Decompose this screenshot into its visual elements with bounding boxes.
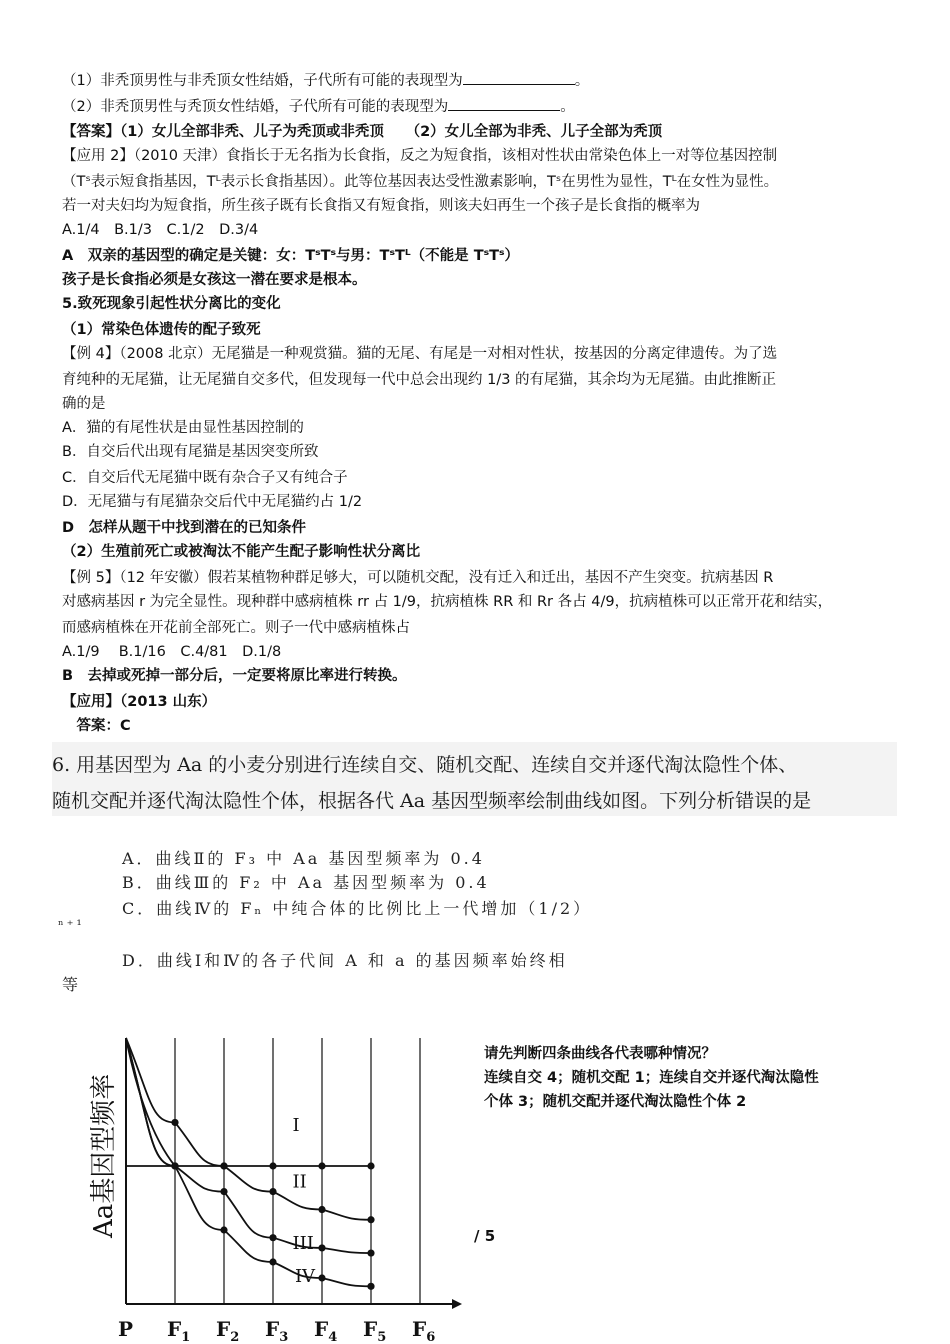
option-c-exponent: ⁿ⁺¹ [58, 918, 85, 933]
data-point [367, 1216, 374, 1223]
series-label: III [292, 1232, 314, 1254]
side-answer-2: 个体 3；随机交配并逐代淘汰隐性个体 2 [484, 1094, 747, 1110]
data-point [269, 1234, 276, 1241]
text-line: （2）生殖前死亡或被淘汰不能产生配子影响性状分离比 [62, 544, 421, 560]
question-stem-line-2: 随机交配并逐代淘汰隐性个体，根据各代 Aa 基因型频率绘制曲线如图。下列分析错误的是 [52, 790, 812, 812]
data-point [318, 1206, 325, 1213]
text-line: D．无尾猫与有尾猫杂交后代中无尾猫约占 1/2 [62, 494, 363, 510]
data-point [171, 1119, 178, 1126]
series-line [126, 1038, 371, 1220]
data-point [220, 1162, 227, 1169]
text-line: D 怎样从题干中找到潜在的已知条件 [62, 520, 307, 536]
data-point [318, 1244, 325, 1251]
x-tick-label: $F_2$ [216, 1317, 240, 1344]
option-a: A．曲线Ⅱ的 F₃ 中 Aa 基因型频率为 0.4 [122, 849, 485, 868]
text-line: 答案：C [62, 718, 131, 734]
data-point [367, 1283, 374, 1290]
x-tick-label: $F_1$ [167, 1317, 191, 1344]
option-c: C．曲线Ⅳ的 Fₙ 中纯合体的比例比上一代增加（1/2） [122, 899, 593, 918]
x-tick-label: $F_3$ [265, 1317, 289, 1344]
series-label: II [292, 1171, 307, 1193]
text-line: （Tˢ表示短食指基因，Tᴸ表示长食指基因）。此等位基因表达受性激素影响，Tˢ在男性为显性，Tᴸ在女性为显性。 [62, 174, 779, 190]
data-point [367, 1249, 374, 1256]
text-line: （2）非秃顶男性与秃顶女性结婚，子代所有可能的表现型为 。 [62, 96, 575, 117]
text-line: 【例 5】（12 年安徽）假若某植物种群足够大，可以随机交配，没有迁入和迁出，基因不产生突变。抗病基因 R [62, 570, 774, 586]
text-line: 孩子是长食指必须是女孩这一潜在要求是根本。 [62, 272, 367, 288]
text-line: 而感病植株在开花前全部死亡。则子一代中感病植株占 [62, 620, 410, 636]
answer-blank[interactable] [463, 70, 575, 85]
option-d-cont: 等 [62, 975, 82, 994]
text-line: 【应用】（2013 山东） [62, 694, 217, 710]
text-line: A．猫的有尾性状是由显性基因控制的 [62, 420, 304, 436]
text-line: A 双亲的基因型的确定是关键：女：TˢTˢ与男：TˢTᴸ（不能是 TˢTˢ） [62, 248, 520, 264]
page-number: / 5 [474, 1227, 496, 1245]
text-line: 育纯种的无尾猫，让无尾猫自交多代，但发现每一代中总会出现约 1/3 的有尾猫，其余均为无尾猫。由此推断正 [62, 372, 777, 388]
series-line [126, 1038, 371, 1253]
series-label: I [292, 1115, 300, 1137]
data-point [318, 1162, 325, 1169]
side-question: 请先判断四条曲线各代表哪种情况？ [484, 1046, 716, 1062]
question-stem-line-1: 6. 用基因型为 Aa 的小麦分别进行连续自交、随机交配、连续自交并逐代淘汰隐性个体、 [52, 754, 798, 776]
data-point [269, 1258, 276, 1265]
text-line: C．自交后代无尾猫中既有杂合子又有纯合子 [62, 470, 348, 486]
x-tick-label: P [118, 1317, 134, 1341]
text-line: B 去掉或死掉一部分后，一定要将原比率进行转换。 [62, 668, 407, 684]
text-line: （1）常染色体遗传的配子致死 [62, 322, 261, 338]
text-line: 【答案】（1）女儿全部非秃、儿子为秃顶或非秃顶 （2）女儿全部为非秃、儿子全部为秃顶 [62, 124, 663, 140]
x-axis-arrow [452, 1299, 462, 1309]
x-tick-label: $F_4$ [314, 1317, 338, 1344]
answer-blank[interactable] [448, 96, 560, 111]
data-point [269, 1162, 276, 1169]
text-line: A.1/4 B.1/3 C.1/2 D.3/4 [62, 222, 259, 238]
series-label: IV [294, 1266, 316, 1288]
text-line: 确的是 [62, 396, 106, 412]
x-tick-label: $F_6$ [412, 1317, 436, 1344]
option-d: D．曲线Ⅰ和Ⅳ的各子代间 A 和 a 的基因频率始终相 [122, 951, 568, 970]
text-line: （1）非秃顶男性与非秃顶女性结婚，子代所有可能的表现型为 。 [62, 70, 589, 91]
data-point [171, 1162, 178, 1169]
data-point [269, 1188, 276, 1195]
x-tick-label: $F_5$ [363, 1317, 387, 1344]
data-point [220, 1188, 227, 1195]
aa-frequency-chart [0, 1014, 470, 1344]
text-line: B．自交后代出现有尾猫是基因突变所致 [62, 444, 319, 460]
text-line: 对感病基因 r 为完全显性。现种群中感病植株 rr 占 1/9，抗病植株 RR 和 Rr 各占 4/9，抗病植株可以正常开花和结实， [62, 594, 833, 610]
data-point [367, 1162, 374, 1169]
text-line: A.1/9 B.1/16 C.4/81 D.1/8 [62, 644, 282, 660]
side-answer-1: 连续自交 4；随机交配 1；连续自交并逐代淘汰隐性 [484, 1070, 819, 1086]
text-line: 若一对夫妇均为短食指，所生孩子既有长食指又有短食指，则该夫妇再生一个孩子是长食指的概率为 [62, 198, 700, 214]
data-point [318, 1274, 325, 1281]
data-point [220, 1226, 227, 1233]
text-line: 【应用 2】（2010 天津）食指长于无名指为长食指，反之为短食指，该相对性状由常染色体上一对等位基因控制 [62, 148, 778, 164]
text-line: 5.致死现象引起性状分离比的变化 [62, 296, 281, 312]
option-b: B．曲线Ⅲ的 F₂ 中 Aa 基因型频率为 0.4 [122, 873, 490, 892]
chart-ylabel: Aa基因型频率 [89, 1073, 119, 1238]
text-line: 【例 4】（2008 北京）无尾猫是一种观赏猫。猫的无尾、有尾是一对相对性状，按基因的分离定律遗传。为了选 [62, 346, 778, 362]
